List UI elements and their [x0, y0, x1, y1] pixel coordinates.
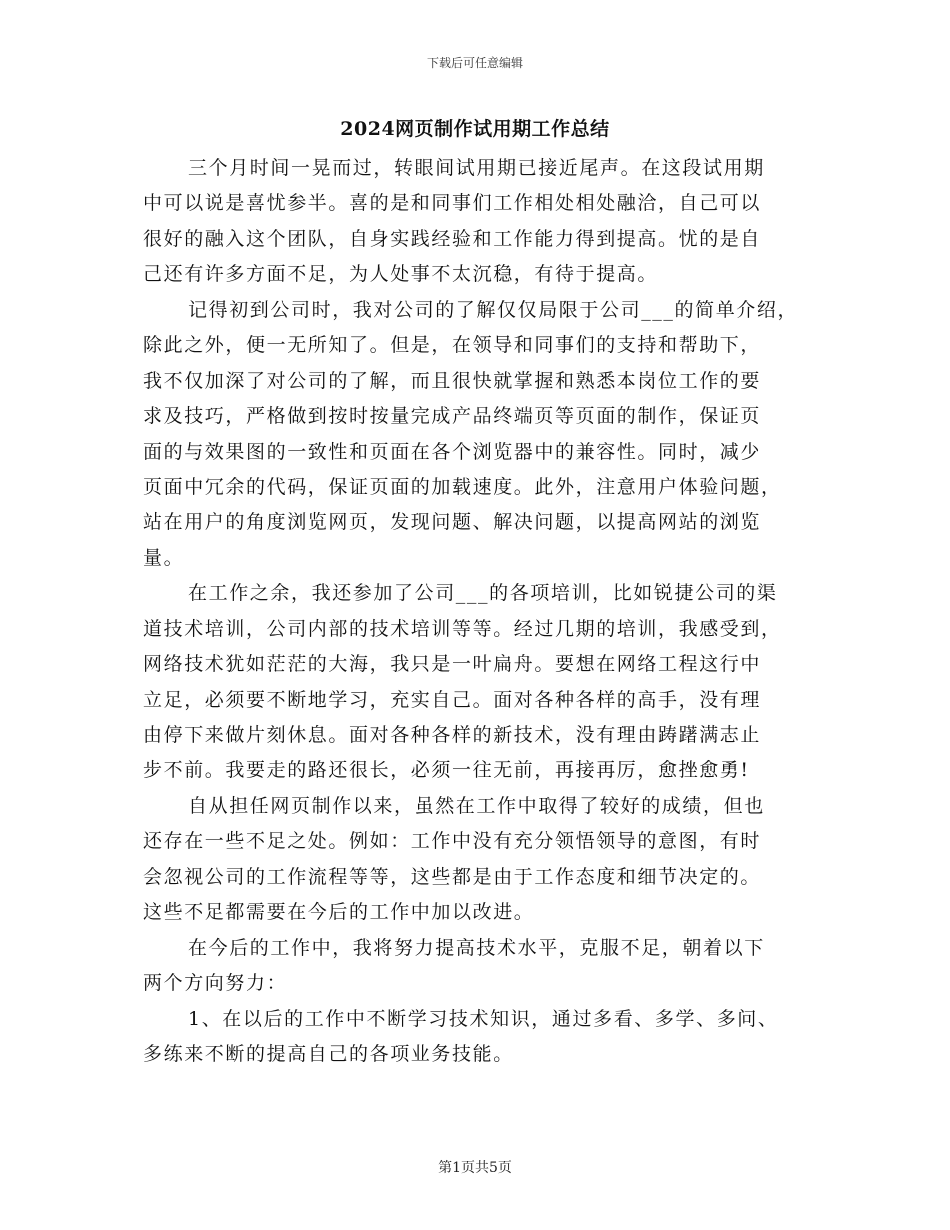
paragraph-line: 网络技术犹如茫茫的大海，我只是一叶扁舟。要想在网络工程这行中: [143, 653, 762, 676]
paragraph-line: 在工作之余，我还参加了公司___的各项培训，比如锐捷公司的渠: [188, 582, 778, 605]
paragraph-line: 页面中冗余的代码，保证页面的加载速度。此外，注意用户体验问题，: [143, 475, 782, 498]
paragraph-line: 多练来不断的提高自己的各项业务技能。: [143, 1042, 514, 1065]
paragraph-line: 量。: [143, 546, 185, 569]
page-number: 第1页共5页: [438, 1160, 512, 1176]
header-note: 下载后可任意编辑: [426, 56, 523, 70]
paragraph-line: 会忽视公司的工作流程等等，这些都是由于工作态度和细节决定的。: [143, 865, 762, 888]
paragraph-line: 除此之外，便一无所知了。但是，在领导和同事们的支持和帮助下，: [143, 334, 762, 357]
paragraph-line: 两个方向努力：: [143, 972, 288, 995]
paragraph-line: 站在用户的角度浏览网页，发现问题、解决问题，以提高网站的浏览: [143, 511, 762, 534]
paragraph-line: 由停下来做片刻休息。面对各种各样的新技术，没有理由踌躇满志止: [143, 724, 762, 746]
paragraph-line: 三个月时间一晃而过，转眼间试用期已接近尾声。在这段试用期: [188, 157, 765, 179]
document-title: 2024网页制作试用期工作总结: [340, 118, 610, 140]
paragraph-line: 道技术培训，公司内部的技术培训等等。经过几期的培训，我感受到，: [143, 617, 782, 640]
paragraph-line: 我不仅加深了对公司的了解，而且很快就掌握和熟悉本岗位工作的要: [143, 369, 762, 392]
paragraph-line: 这些不足都需要在今后的工作中加以改进。: [143, 901, 535, 924]
paragraph-line: 步不前。我要走的路还很长，必须一往无前，再接再厉，愈挫愈勇!: [143, 759, 750, 782]
paragraph-line: 己还有许多方面不足，为人处事不太沉稳，有待于提高。: [143, 263, 659, 286]
document-body: [143, 151, 813, 1072]
paragraph-line: 很好的融入这个团队，自身实践经验和工作能力得到提高。忧的是自: [143, 227, 762, 250]
paragraph-line: 在今后的工作中，我将努力提高技术水平，克服不足，朝着以下: [188, 936, 765, 959]
paragraph-line: 求及技巧，严格做到按时按量完成产品终端页等页面的制作，保证页: [143, 405, 762, 428]
paragraph-line: 立足，必须要不断地学习，充实自己。面对各种各样的高手，没有理: [143, 688, 762, 711]
paragraph-line: 面的与效果图的一致性和页面在各个浏览器中的兼容性。同时，减少: [143, 440, 762, 463]
paragraph-line: 自从担任网页制作以来，虽然在工作中取得了较好的成绩，但也: [188, 794, 765, 817]
paragraph-line: 1、在以后的工作中不断学习技术知识，通过多看、多学、多问、: [188, 1007, 779, 1030]
paragraph-line: 中可以说是喜忧参半。喜的是和同事们工作相处相处融洽，自己可以: [143, 192, 762, 215]
paragraph-line: 记得初到公司时，我对公司的了解仅仅局限于公司___的简单介绍，: [188, 298, 799, 321]
paragraph-line: 还存在一些不足之处。例如：工作中没有充分领悟领导的意图，有时: [143, 830, 762, 853]
